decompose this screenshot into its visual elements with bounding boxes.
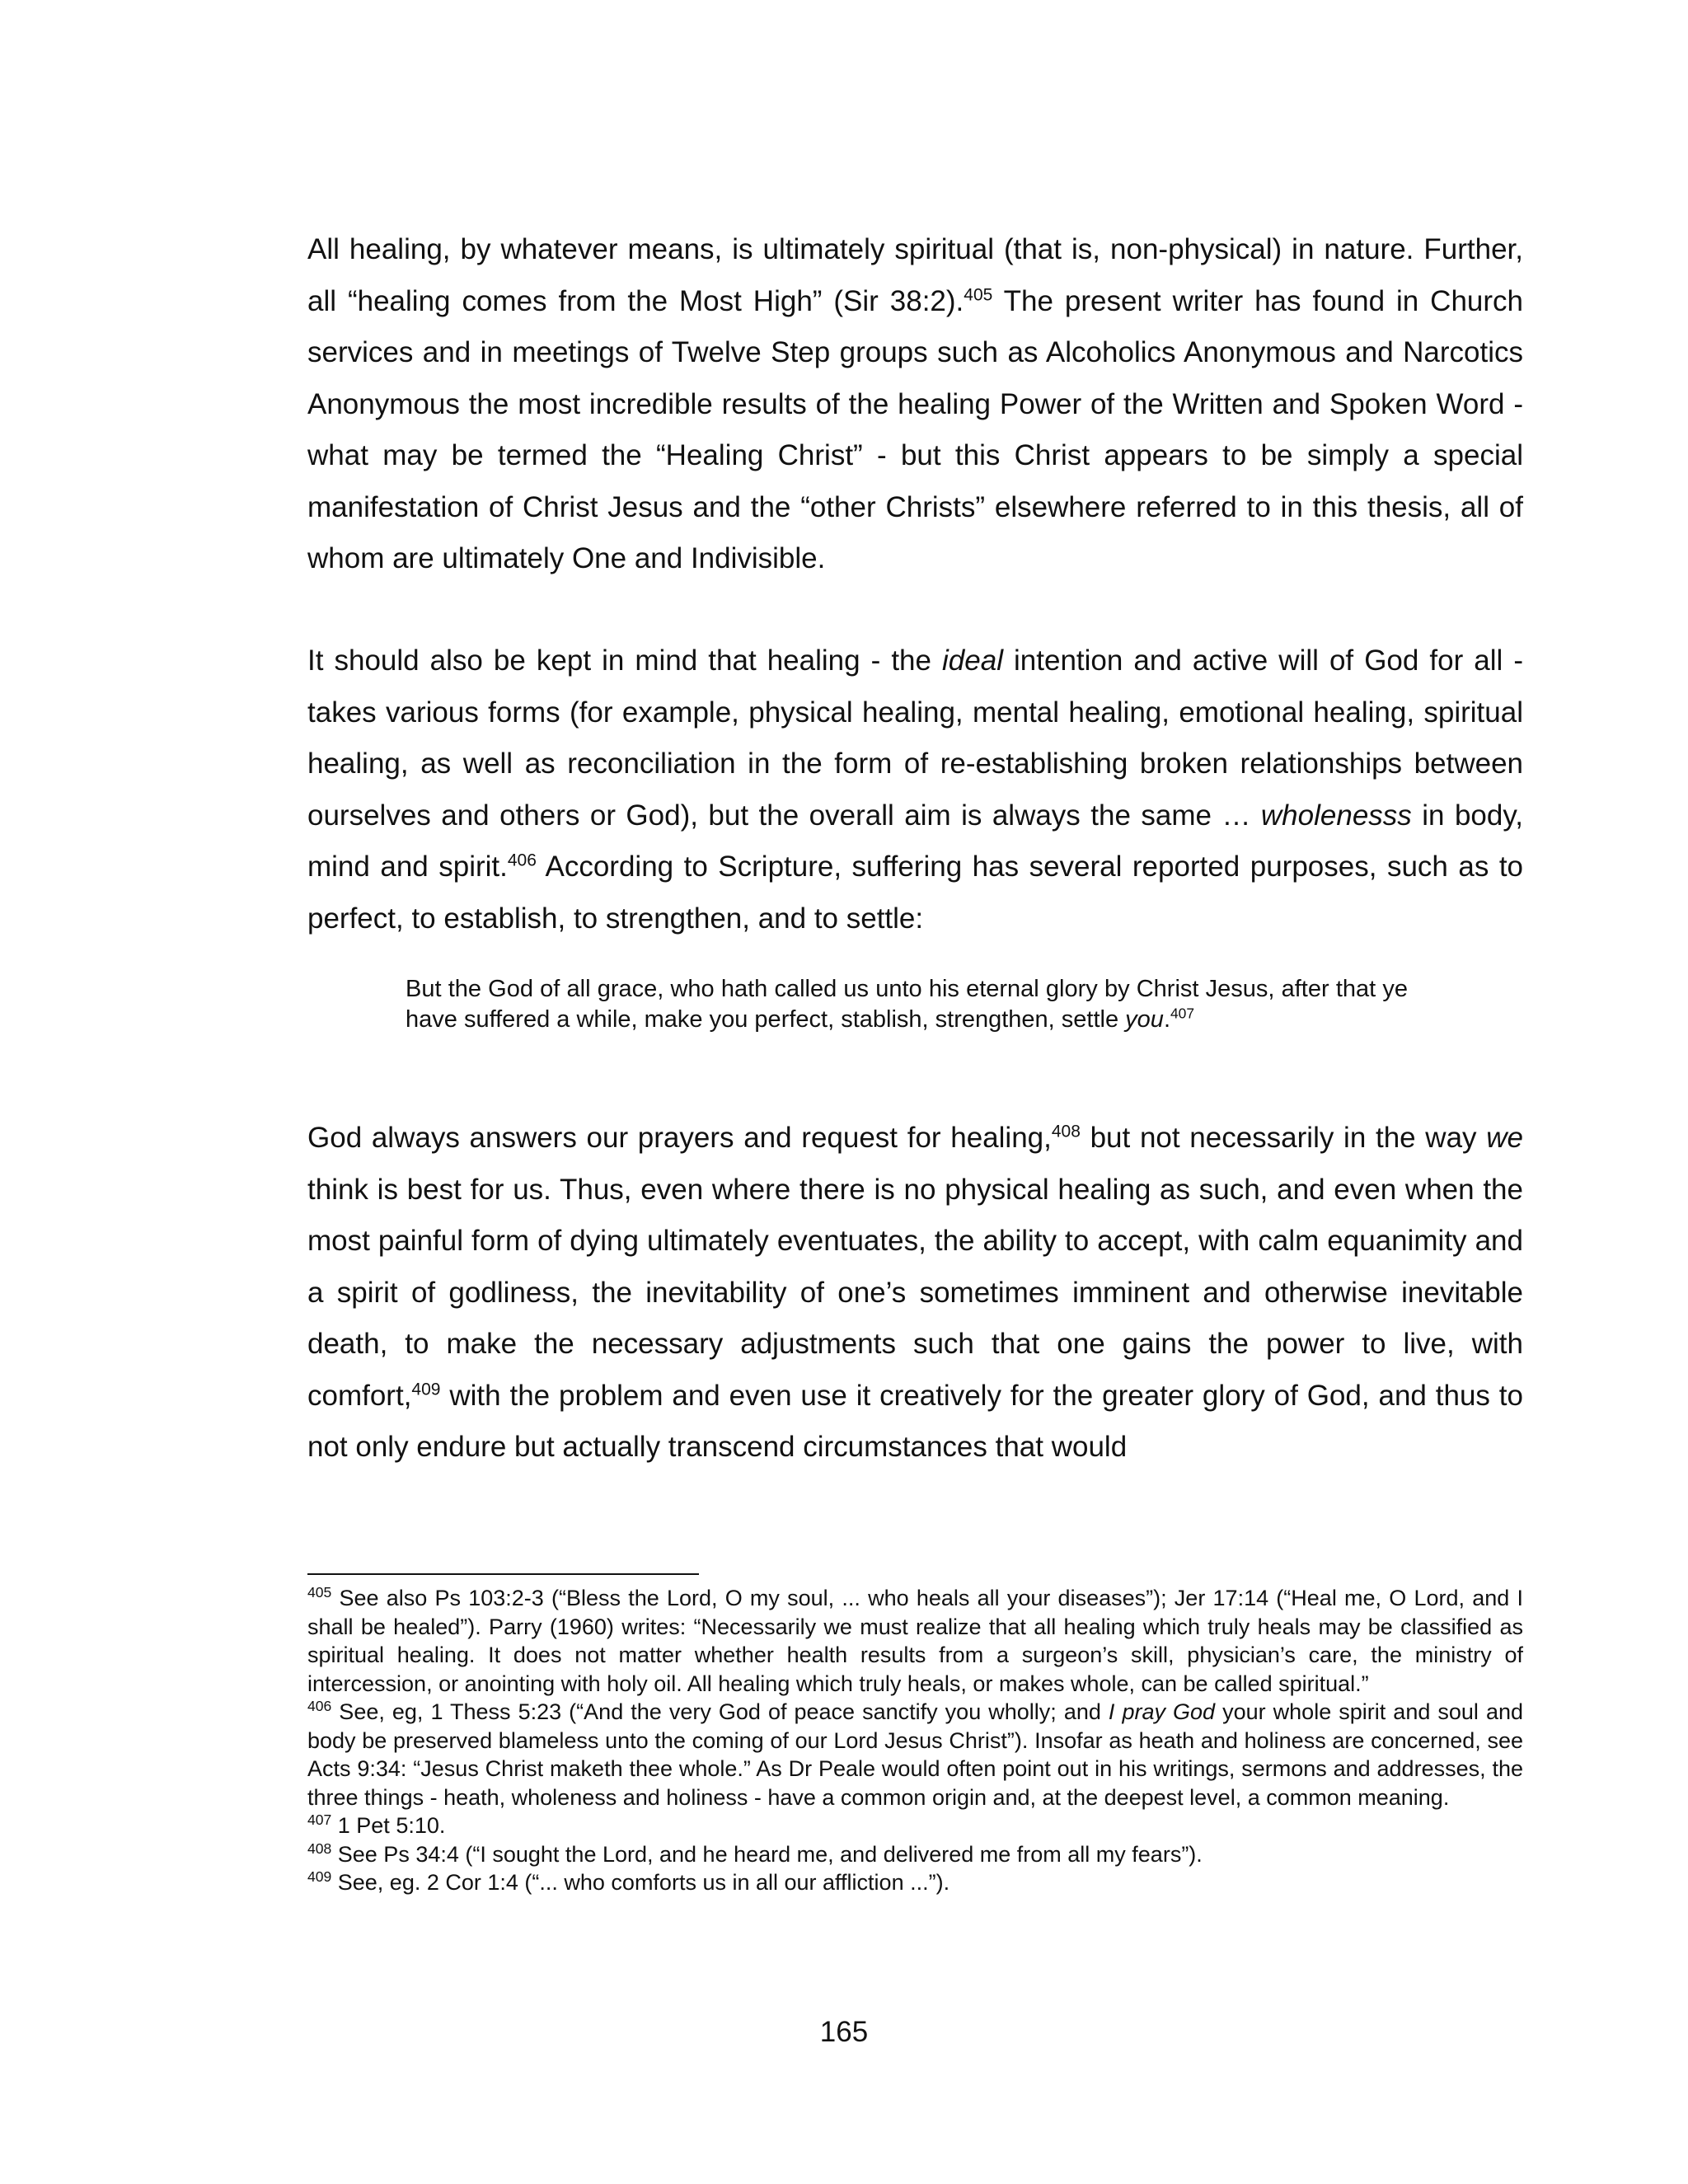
page-number: 165 bbox=[819, 2016, 869, 2048]
body-paragraph-1: All healing, by whatever means, is ultimately spiritual (that is, non-physical) in nature. Further, all “healing comes from the Most High” (Sir 38:2).$^{405}$ The present writer has found in Church services and in meetings of Twelve Step groups such as Alcoholics Anonymous and Narcotics Anonymous the most incredible results of the healing Power of the Written and Spoken Word - what may be termed the “Healing Christ” - but this Christ appears to be simply a special manifestation of Christ Jesus and the “other Christs” elsewhere referred to in this thesis, all of whom are ultimately One and Indivisible. bbox=[307, 233, 1524, 574]
footnote-ref-407[interactable]: 407 bbox=[1170, 1005, 1195, 1022]
body-paragraph-2: It should also be kept in mind that healing - the ideal intention and active will of God for all - takes various forms (for example, physical healing, mental healing, emotional healing, spiritual healing, as well as reconciliation in the form of re-establishing broken relationships between ourselves and others or God), but the overall aim is always the same … wholenesss in body, mind and spirit.$^{406}$ According to Scripture, suffering has several reported purposes, such as to perfect, to establish, to strengthen, and to settle: bbox=[307, 644, 1524, 935]
footnote-409: $^{409}$ See, eg. 2 Cor 1:4 (“... who comforts us in all our affliction ...”). bbox=[307, 1868, 950, 1895]
body-paragraph-3: God always answers our prayers and request for healing,$^{408}$ but not necessarily in the way we think is best for us. Thus, even where there is no physical healing as such, and even when the most painful form of dying ultimately eventuates, the ability to accept, with calm equanimity and a spirit of godliness, the inevitability of one’s sometimes imminent and otherwise inevitable death, to make the necessary adjustments such that one gains the power to live, with comfort,$^{409}$ with the problem and even use it creatively for the greater glory of God, and thus to not only endure but actually transcend circumstances that would bbox=[307, 1122, 1523, 1463]
footnote-406: $^{406}$ See, eg, 1 Thess 5:23 (“And the very God of peace sanctify you wholly; and I pray God your whole spirit and soul and body be preserved blameless unto the coming of our Lord Jesus Christ”). Insofar as heath and holiness are concerned, see Acts 9:34: “Jesus Christ maketh thee whole.” As Dr Peale would often point out in his writings, sermons and addresses, the three things - heath, wholeness and holiness - have a common origin and, at the deepest level, a common meaning. bbox=[307, 1698, 1524, 1810]
footnote-ref-406[interactable]: 406 bbox=[507, 851, 537, 870]
footnote-408: $^{408}$ See Ps 34:4 (“I sought the Lord, and he heard me, and delivered me from all my fears”). bbox=[307, 1840, 1203, 1867]
scripture-blockquote: But the God of all grace, who hath called us unto his eternal glory by Christ Jesus, after that ye have suffered a while, make you perfect, stablish, strengthen, settle you.$^{407}$ bbox=[406, 976, 1408, 1033]
footnote-ref-409[interactable]: 409 bbox=[411, 1379, 441, 1399]
footnote-separator bbox=[307, 1573, 699, 1575]
footnote-405: $^{405}$ See also Ps 103:2-3 (“Bless the Lord, O my soul, ... who heals all your diseases”); Jer 17:14 (“Heal me, O Lord, and I shall be healed”). Parry (1960) writes: “Necessarily we must realize that all healing which truly heals may be classified as spiritual healing. It does not matter whether health results from a surgeon’s skill, physician’s care, the ministry of intercession, or anointing with holy oil. All healing which truly heals, or makes whole, can be called spiritual.” bbox=[307, 1584, 1523, 1696]
footnotes bbox=[307, 1584, 1523, 1897]
footnote-ref-408[interactable]: 408 bbox=[1051, 1122, 1081, 1141]
footnote-407: $^{407}$ 1 Pet 5:10. bbox=[307, 1811, 446, 1838]
footnote-ref-405[interactable]: 405 bbox=[964, 284, 993, 304]
